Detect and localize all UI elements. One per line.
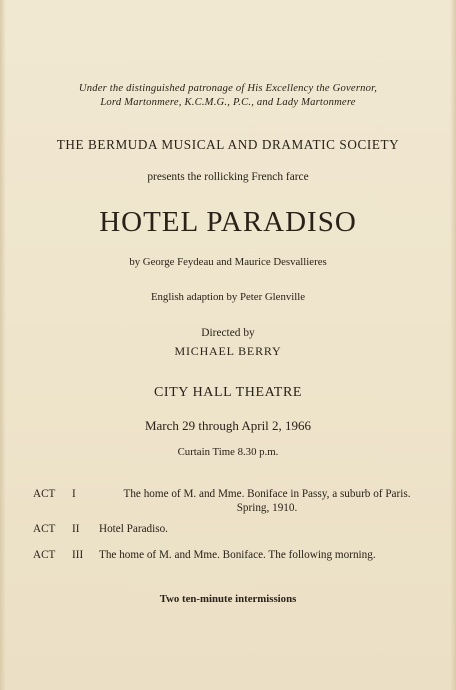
act-number: II: [72, 523, 80, 535]
act-description: [99, 487, 435, 515]
act-label: ACT: [33, 488, 56, 500]
intermissions-note: Two ten-minute intermissions: [159, 593, 297, 605]
act-description: Hotel Paradiso.: [99, 523, 168, 535]
show-title: HOTEL PARADISO: [99, 206, 357, 238]
venue-name: CITY HALL THEATRE: [153, 385, 303, 400]
act-label: ACT: [33, 523, 56, 535]
act-description-line-1: The home of M. and Mme. Boniface in Passy, a suburb of Paris.: [123, 488, 411, 500]
directed-by-label: Directed by: [201, 327, 255, 339]
society-name: THE BERMUDA MUSICAL AND DRAMATIC SOCIETY: [56, 137, 400, 152]
act-number: I: [72, 488, 76, 500]
performance-dates: March 29 through April 2, 1966: [144, 418, 312, 433]
authors-line: by George Feydeau and Maurice Desvallieres: [129, 256, 327, 268]
patronage-line-2: Lord Martonmere, K.C.M.G., P.C., and Lady Martonmere: [100, 97, 356, 108]
adaption-line: English adaption by Peter Glenville: [150, 291, 306, 303]
presents-line: presents the rollicking French farce: [147, 171, 309, 183]
act-description: The home of M. and Mme. Boniface. The following morning.: [99, 549, 376, 561]
act-number: III: [72, 549, 84, 561]
act-label: ACT: [33, 549, 56, 561]
curtain-time: Curtain Time 8.30 p.m.: [177, 446, 279, 458]
patronage-line-1: Under the distinguished patronage of His Excellency the Governor,: [78, 83, 378, 94]
director-name: MICHAEL BERRY: [174, 344, 282, 358]
act-description-line-2: Spring, 1910.: [236, 502, 298, 514]
